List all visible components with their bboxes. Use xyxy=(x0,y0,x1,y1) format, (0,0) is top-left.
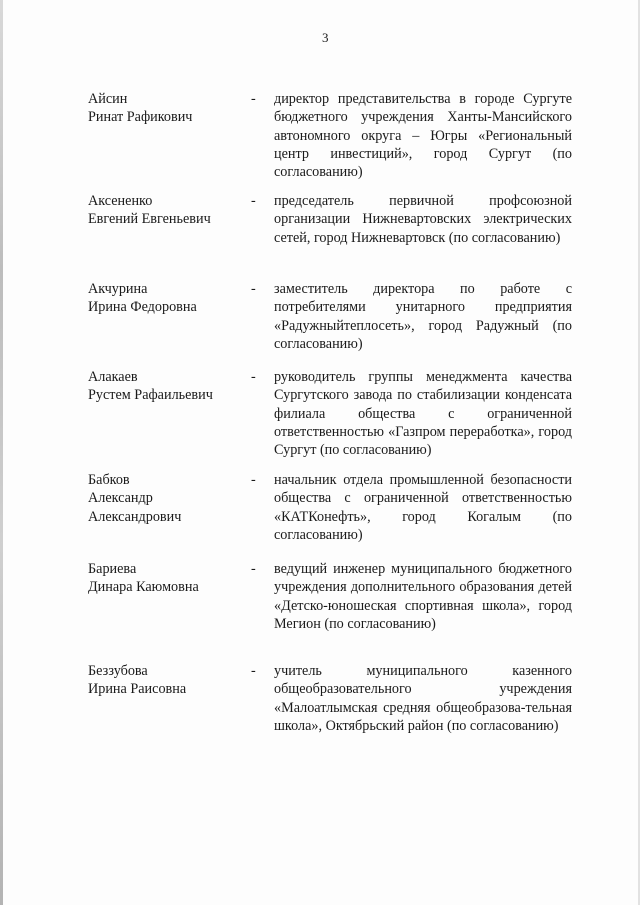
separator-dash: - xyxy=(251,472,256,488)
person-name xyxy=(88,471,248,526)
person-name xyxy=(88,192,248,229)
separator-dash: - xyxy=(251,663,256,679)
person-position: руководитель группы менеджмента качества Сургутского завода по стабилизации конденсата филиала общества с ограниченной ответственностью «Газпром переработка», город Сургут (по согласованию) xyxy=(274,369,572,459)
person-given-name: Ирина Раисовна xyxy=(88,681,187,698)
separator-dash: - xyxy=(251,561,256,577)
person-position: заместитель директора по работе с потребителями унитарного предприятия «Радужныйтеплосеть», город Радужный (по согласованию) xyxy=(274,281,572,352)
person-name xyxy=(88,662,248,699)
person-given-name: Александр xyxy=(88,490,153,507)
scan-edge-left xyxy=(0,0,3,905)
person-surname: Бабков xyxy=(88,472,130,488)
person-position: учитель муниципального казенного общеобразовательного учреждения «Малоатлымская средняя общеобразова-тельная школа», Октябрьский район (по согласованию) xyxy=(274,663,572,734)
person-surname: Айсин xyxy=(88,91,128,107)
separator-dash: - xyxy=(251,193,256,209)
person-name xyxy=(88,368,248,405)
person-patronymic: Александрович xyxy=(88,508,182,525)
page-number: 3 xyxy=(322,30,329,45)
person-name xyxy=(88,560,248,597)
person-given-name: Рустем Рафаильевич xyxy=(88,387,213,404)
person-given-name: Евгений Евгеньевич xyxy=(88,211,211,228)
person-surname: Бариева xyxy=(88,561,137,577)
person-position: начальник отдела промышленной безопасности общества с ограниченной ответственностью «КАТКонефть», город Когалым (по согласованию) xyxy=(274,472,572,543)
person-given-name: Динара Каюмовна xyxy=(88,579,199,596)
person-given-name: Ринат Рафикович xyxy=(88,109,193,126)
person-name xyxy=(88,280,248,317)
separator-dash: - xyxy=(251,369,256,385)
person-surname: Алакаев xyxy=(88,369,138,385)
person-given-name: Ирина Федоровна xyxy=(88,299,197,316)
person-position: ведущий инженер муниципального бюджетного учреждения дополнительного образования детей «Детско-юношеская спортивная школа», город Мегион (по согласованию) xyxy=(274,561,572,632)
person-surname: Акчурина xyxy=(88,281,148,297)
person-surname: Аксененко xyxy=(88,193,153,209)
person-position: председатель первичной профсоюзной организации Нижневартовских электрических сетей, город Нижневартовск (по согласованию) xyxy=(274,193,572,246)
person-position: директор представительства в городе Сургуте бюджетного учреждения Ханты-Мансийского автономного округа – Югры «Региональный центр инвестиций», город Сургут (по согласованию) xyxy=(274,91,572,181)
person-surname: Беззубова xyxy=(88,663,148,679)
separator-dash: - xyxy=(251,281,256,297)
person-name xyxy=(88,90,248,127)
separator-dash: - xyxy=(251,91,256,107)
